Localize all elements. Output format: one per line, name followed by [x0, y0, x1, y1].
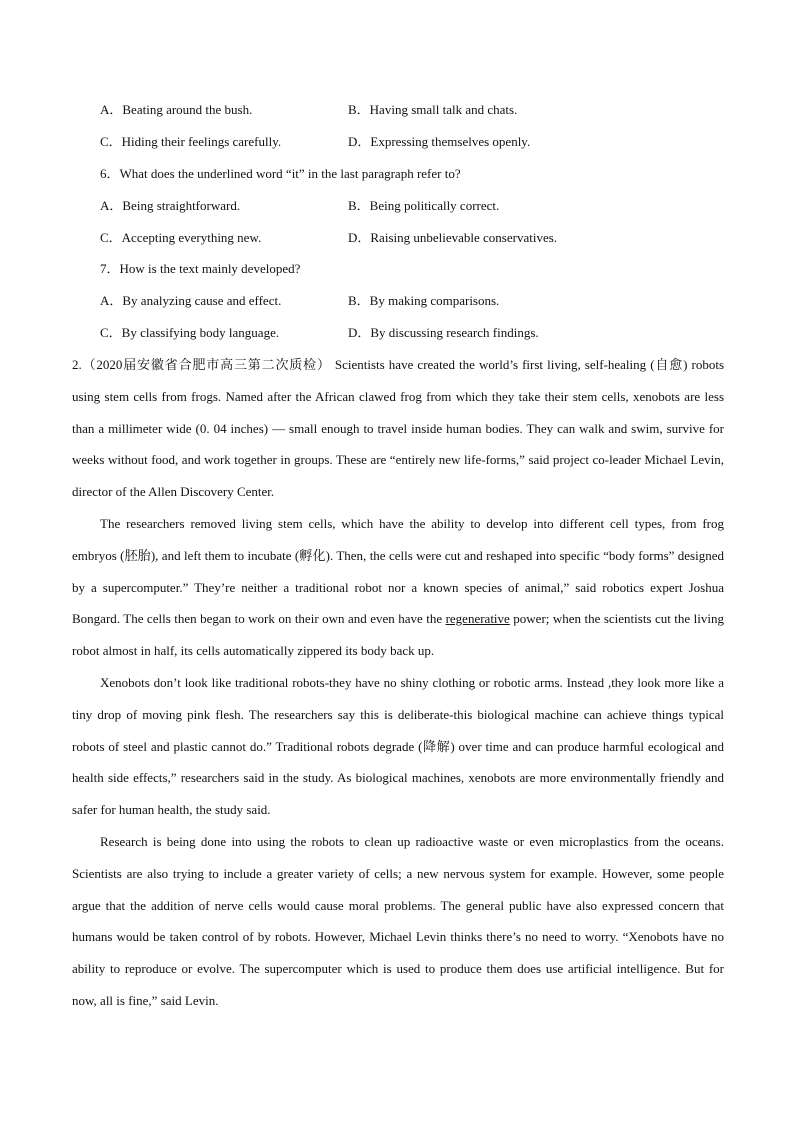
- passage-paragraph-1: 2.（2020届安徽省合肥市高三第二次质检） Scientists have created the world’s first living, self-healing (自愈) robots using stem cells from frogs. Named after the African clawed frog from which they take their stem cells, xenobots are less than a millimeter wide (0. 04 inches) — small enough to travel inside human bodies. They can walk and swim, survive for weeks without food, and work together in groups. These are “entirely new life-forms,” said project co-leader Michael Levin, director of the Allen Discovery Center.: [72, 357, 724, 500]
- q6-option-b: B．Being politically correct.: [348, 198, 500, 213]
- q7-option-c: C．By classifying body language.: [100, 325, 280, 340]
- passage-paragraph-3: Xenobots don’t look like traditional robots-they have no shiny clothing or robotic arms. Instead ,they look more like a tiny drop of moving pink flesh. The researchers say this is deliberate-this biological machine can achieve things typical robots of steel and plastic cannot do.” Traditional robots degrade (降解) over time and can produce harmful ecological and health side effects,” researchers said in the study. As biological machines, xenobots are more environmentally friendly and safer for human health, the study said.: [72, 674, 724, 818]
- q6-stem: 6．What does the underlined word “it” in the last paragraph refer to?: [100, 166, 461, 181]
- passage-paragraph-2: [72, 508, 724, 667]
- passage-paragraph-2-text-before: The researchers removed living stem cells, which have the ability to develop into different cell types, from frog embryos (胚胎), and left them to incubate (孵化). Then, the cells were cut and reshaped into specific “body forms” designed by a supercomputer.” They’re neither a traditional robot nor a known species of animal,” said robotics expert Joshua Bongard. The cells then began to work on their own and even have the: [72, 515, 724, 627]
- underlined-word-regenerative: regenerative: [445, 611, 510, 627]
- q7-stem: 7．How is the text mainly developed?: [100, 261, 301, 276]
- q5-option-b: B．Having small talk and chats.: [348, 102, 518, 117]
- q5-option-d: D．Expressing themselves openly.: [348, 134, 531, 149]
- q5-option-a: A．Beating around the bush.: [100, 102, 253, 117]
- q7-option-a: A．By analyzing cause and effect.: [100, 293, 282, 308]
- passage-paragraph-2-text-after: power; when the scientists cut the living robot almost in half, its cells automatically zippered its body back up.: [72, 611, 724, 659]
- q5-option-c: C．Hiding their feelings carefully.: [100, 134, 282, 149]
- q6-option-c: C．Accepting everything new.: [100, 230, 262, 245]
- reading-passage: [72, 349, 724, 1017]
- q6-option-d: D．Raising unbelievable conservatives.: [348, 230, 558, 245]
- q7-option-d: D．By discussing research findings.: [348, 325, 539, 340]
- passage-paragraph-4: Research is being done into using the robots to clean up radioactive waste or even microplastics from the oceans. Scientists are also trying to include a greater variety of cells; a new nervous system for example. However, some people argue that the addition of nerve cells would cause moral problems. The general public have also expressed concern that humans would be taken control of by robots. However, Michael Levin thinks there’s no need to worry. “Xenobots have no ability to reproduce or evolve. The supercomputer which is used to produce them does use artificial intelligence. But for now, all is fine,” said Levin.: [72, 833, 724, 1008]
- q7-option-b: B．By making comparisons.: [348, 293, 500, 308]
- q6-option-a: A．Being straightforward.: [100, 198, 241, 213]
